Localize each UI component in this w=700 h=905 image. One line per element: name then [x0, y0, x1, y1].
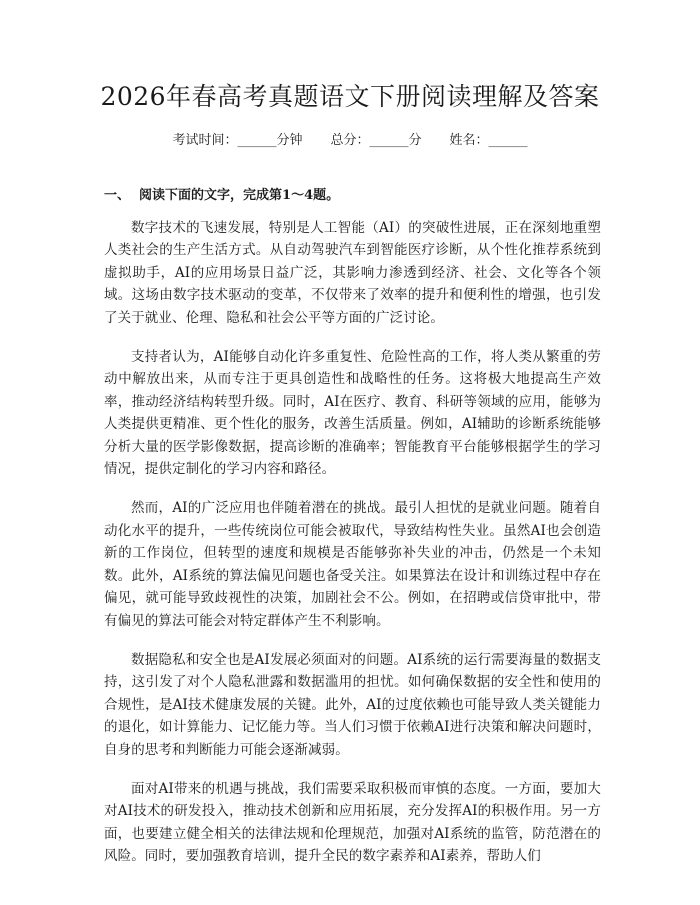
passage-paragraph: 数字技术的飞速发展，特别是人工智能（AI）的突破性进展，正在深刻地重塑人类社会的生产生活方式。从自动驾驶汽车到智能医疗诊断，从个性化推荐系统到虚拟助手，AI的应用场景日益广泛，其影响力渗透到经济、社会、文化等各个领域。这场由数字技术驱动的变革，不仅带来了效率的提升和便利性的增强，也引发了关于就业、伦理、隐私和社会公平等方面的广泛讨论。 [104, 220, 601, 326]
student-name-label: 姓名：______ [449, 133, 528, 148]
passage-paragraph: 数据隐私和安全也是AI发展必须面对的问题。AI系统的运行需要海量的数据支持，这引发了对个人隐私泄露和数据滥用的担忧。如何确保数据的安全性和使用的合规性，是AI技术健康发展的关键。此外，AI的过度依赖也可能导致人类关键能力的退化，如计算能力、记忆能力等。当人们习惯于依赖AI进行决策和解决问题时，自身的思考和判断能力可能会逐渐减弱。 [104, 651, 601, 758]
document-title: 2026年春高考真题语文下册阅读理解及答案 [100, 82, 600, 111]
passage-paragraph: 然而，AI的广泛应用也伴随着潜在的挑战。最引人担忧的是就业问题。随着自动化水平的提升，一些传统岗位可能会被取代，导致结构性失业。虽然AI也会创造新的工作岗位，但转型的速度和规模是否能够弥补失业的冲击，仍然是一个未知数。此外，AI系统的算法偏见问题也备受关注。如果算法在设计和训练过程中存在偏见，就可能导致歧视性的决策，加剧社会不公。例如，在招聘或信贷审批中，带有偏见的算法可能会对特定群体产生不利影响。 [104, 500, 601, 629]
section-heading: 一、 阅读下面的文字，完成第1～4题。 [104, 188, 340, 203]
reading-passage [104, 217, 601, 885]
passage-paragraph: 支持者认为，AI能够自动化许多重复性、危险性高的工作，将人类从繁重的劳动中解放出来，从而专注于更具创造性和战略性的任务。这将极大地提高生产效率，推动经济结构转型升级。同时，AI在医疗、教育、科研等领域的应用，能够为人类提供更精准、更个性化的服务，改善生活质量。例如，AI辅助的诊断系统能够分析大量的医学影像数据，提高诊断的准确率；智能教育平台能够根据学生的学习情况，提供定制化的学习内容和路径。 [104, 349, 601, 478]
exam-info-line [0, 132, 700, 150]
total-score-label: 总分：______分 [330, 133, 422, 148]
exam-time-label: 考试时间：______分钟 [172, 133, 303, 148]
passage-paragraph: 面对AI带来的机遇与挑战，我们需要采取积极而审慎的态度。一方面，要加大对AI技术的研发投入，推动技术创新和应用拓展，充分发挥AI的积极作用。另一方面，也要建立健全相关的法律法规和伦理规范，加强对AI系统的监管，防范潜在的风险。同时，要加强教育培训，提升全民的数字素养和AI素养，帮助人们 [104, 780, 601, 865]
